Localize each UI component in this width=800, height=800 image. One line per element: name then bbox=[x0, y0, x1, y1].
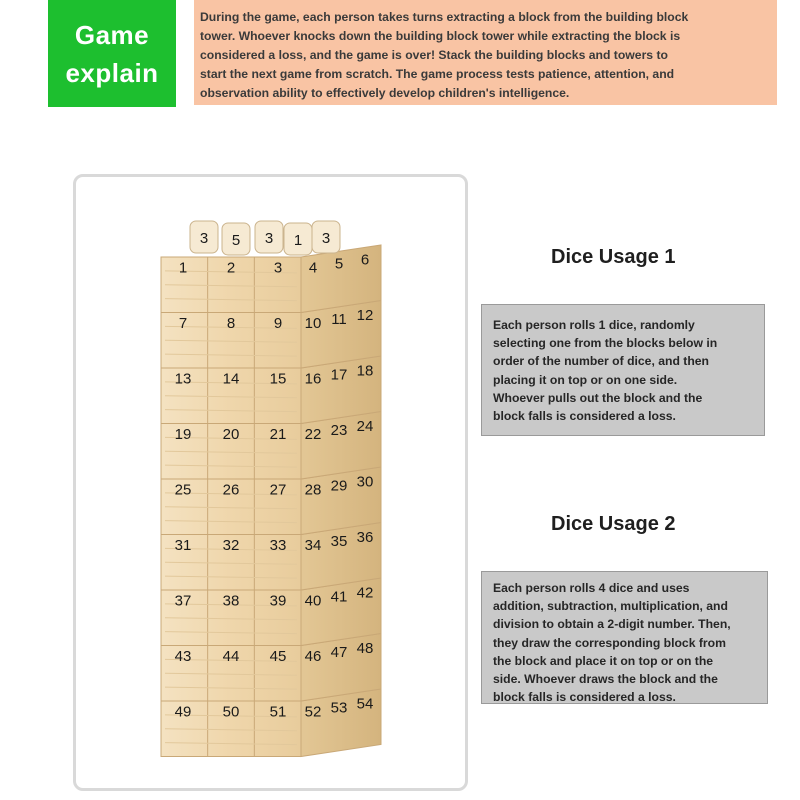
block-number: 11 bbox=[331, 311, 347, 329]
block-number: 29 bbox=[330, 477, 348, 495]
block-number: 45 bbox=[269, 648, 287, 666]
block-number: 30 bbox=[356, 473, 374, 491]
block-number: 9 bbox=[273, 315, 283, 333]
block-number: 27 bbox=[269, 481, 287, 499]
block-number: 49 bbox=[174, 703, 192, 721]
block-number: 54 bbox=[356, 695, 374, 713]
block-number: 2 bbox=[226, 259, 236, 277]
note-line: selecting one from the blocks below in bbox=[493, 336, 718, 351]
note-line: placing it on top or on one side. bbox=[493, 372, 678, 387]
block-number: 22 bbox=[304, 426, 322, 444]
explain-line: considered a loss, and the game is over! Stack the building blocks and towers to bbox=[200, 48, 668, 62]
note-line: order of the number of dice, and then bbox=[493, 354, 710, 369]
block-number: 6 bbox=[360, 251, 370, 269]
block-number: 36 bbox=[356, 529, 374, 547]
block-number: 23 bbox=[330, 422, 348, 440]
block-number: 5 bbox=[334, 255, 344, 273]
dice bbox=[222, 223, 250, 255]
note-line: division to obtain a 2-digit number. Then, bbox=[493, 617, 731, 632]
note-line: the block and place it on top or on the bbox=[493, 653, 714, 668]
block-number: 3 bbox=[273, 259, 283, 277]
note-line: addition, subtraction, multiplication, and bbox=[493, 599, 728, 614]
block-number: 1 bbox=[178, 259, 188, 277]
dice bbox=[312, 221, 340, 253]
dice bbox=[190, 221, 218, 253]
block-number: 13 bbox=[174, 370, 192, 388]
block-number: 44 bbox=[222, 648, 240, 666]
block-number: 19 bbox=[174, 426, 192, 444]
die-face-number: 3 bbox=[264, 230, 274, 247]
block-number: 28 bbox=[304, 481, 322, 499]
block-number: 40 bbox=[304, 592, 322, 610]
explain-line: tower. Whoever knocks down the building block tower while extracting the block is bbox=[200, 29, 681, 43]
badge-line-1: Game bbox=[74, 19, 150, 50]
note-line: Each person rolls 1 dice, randomly bbox=[493, 318, 695, 332]
block-number: 52 bbox=[304, 703, 322, 721]
explain-line: observation ability to effectively develop children's intelligence. bbox=[200, 86, 570, 100]
block-number: 41 bbox=[330, 588, 348, 606]
game-explain-badge bbox=[48, 0, 176, 107]
explain-line: start the next game from scratch. The game process tests patience, attention, and bbox=[200, 67, 675, 81]
block-number: 16 bbox=[304, 370, 322, 388]
tower-photo-frame bbox=[73, 174, 468, 791]
block-number: 39 bbox=[269, 592, 287, 610]
block-number: 37 bbox=[174, 592, 192, 610]
block-number: 4 bbox=[308, 259, 318, 277]
note-line: they draw the corresponding block from bbox=[493, 635, 726, 650]
dice bbox=[284, 223, 312, 255]
block-number: 7 bbox=[178, 315, 188, 333]
note-line: block falls is considered a loss. bbox=[493, 690, 676, 705]
block-number: 8 bbox=[226, 315, 236, 333]
badge-line-2: explain bbox=[65, 57, 159, 88]
block-number: 31 bbox=[174, 537, 192, 555]
note-line: Each person rolls 4 dice and uses bbox=[493, 581, 690, 595]
block-number: 21 bbox=[269, 426, 287, 444]
game-explain-text bbox=[194, 0, 777, 105]
block-number: 43 bbox=[174, 648, 192, 666]
die-face-number: 5 bbox=[231, 232, 241, 249]
block-number: 50 bbox=[222, 703, 240, 721]
block-number: 51 bbox=[269, 703, 287, 721]
note-line: side. Whoever draws the block and the bbox=[493, 672, 718, 687]
note-line: block falls is considered a loss. bbox=[493, 409, 676, 424]
block-number: 46 bbox=[304, 648, 322, 666]
block-number: 15 bbox=[269, 370, 287, 388]
explain-line: During the game, each person takes turns extracting a block from the building block bbox=[200, 10, 689, 24]
wooden-block-tower-illustration bbox=[76, 177, 465, 788]
block-number: 42 bbox=[356, 584, 374, 602]
block-number: 33 bbox=[269, 537, 287, 555]
dice bbox=[255, 221, 283, 253]
die-face-number: 3 bbox=[321, 230, 331, 247]
block-number: 17 bbox=[330, 366, 348, 384]
tower-layer bbox=[161, 245, 381, 313]
block-number: 26 bbox=[222, 481, 240, 499]
block-number: 38 bbox=[222, 592, 240, 610]
block-number: 35 bbox=[330, 533, 348, 551]
dice-usage-2-box bbox=[481, 571, 768, 704]
block-number: 12 bbox=[356, 307, 374, 325]
block-number: 20 bbox=[222, 426, 240, 444]
dice-usage-2-title: Dice Usage 2 bbox=[551, 513, 676, 535]
note-line: Whoever pulls out the block and the bbox=[493, 390, 703, 405]
block-number: 18 bbox=[356, 362, 374, 380]
block-number: 32 bbox=[222, 537, 240, 555]
block-number: 10 bbox=[304, 315, 322, 333]
block-number: 48 bbox=[356, 640, 374, 658]
block-number: 24 bbox=[356, 418, 374, 436]
block-number: 25 bbox=[174, 481, 192, 499]
die-face-number: 1 bbox=[293, 232, 303, 249]
dice-usage-1-box bbox=[481, 304, 765, 436]
block-number: 34 bbox=[304, 537, 322, 555]
dice-usage-1-title: Dice Usage 1 bbox=[551, 246, 676, 268]
die-face-number: 3 bbox=[199, 230, 209, 247]
block-number: 14 bbox=[222, 370, 240, 388]
block-number: 53 bbox=[330, 699, 348, 717]
block-number: 47 bbox=[330, 644, 348, 662]
